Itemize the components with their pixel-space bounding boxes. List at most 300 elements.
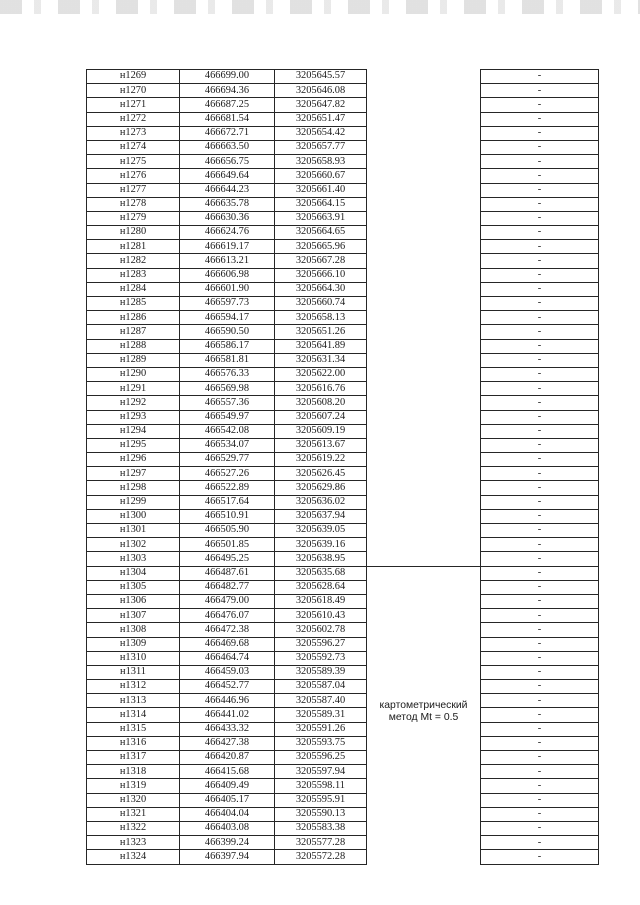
table-row: [87, 112, 599, 126]
point-name-cell: н1312: [87, 680, 180, 694]
y-coordinate-cell: 3205635.68: [275, 566, 367, 580]
point-name-cell: н1298: [87, 481, 180, 495]
method-cell: [367, 623, 481, 637]
x-coordinate-cell: 466527.26: [180, 467, 275, 481]
point-name-cell: н1314: [87, 708, 180, 722]
y-coordinate-cell: 3205664.65: [275, 226, 367, 240]
y-coordinate-cell: 3205583.38: [275, 821, 367, 835]
x-coordinate-cell: 466624.76: [180, 226, 275, 240]
x-coordinate-cell: 466590.50: [180, 325, 275, 339]
y-coordinate-cell: 3205631.34: [275, 353, 367, 367]
x-coordinate-cell: 466409.49: [180, 779, 275, 793]
y-coordinate-cell: 3205602.78: [275, 623, 367, 637]
note-cell: -: [481, 112, 599, 126]
point-name-cell: н1283: [87, 268, 180, 282]
method-cell: [367, 453, 481, 467]
note-cell: -: [481, 353, 599, 367]
x-coordinate-cell: 466472.38: [180, 623, 275, 637]
table-row: [87, 751, 599, 765]
method-cell: [367, 211, 481, 225]
x-coordinate-cell: 466601.90: [180, 282, 275, 296]
note-cell: -: [481, 70, 599, 84]
note-cell: -: [481, 382, 599, 396]
point-name-cell: н1290: [87, 367, 180, 381]
point-name-cell: н1273: [87, 126, 180, 140]
coordinates-table: [86, 69, 599, 865]
table-row: [87, 396, 599, 410]
table-row: [87, 637, 599, 651]
method-cell: [367, 282, 481, 296]
point-name-cell: н1270: [87, 84, 180, 98]
method-cell: [367, 495, 481, 509]
x-coordinate-cell: 466403.08: [180, 821, 275, 835]
note-cell: -: [481, 240, 599, 254]
point-name-cell: н1299: [87, 495, 180, 509]
x-coordinate-cell: 466505.90: [180, 524, 275, 538]
point-name-cell: н1282: [87, 254, 180, 268]
note-cell: -: [481, 311, 599, 325]
note-cell: -: [481, 396, 599, 410]
note-cell: -: [481, 821, 599, 835]
point-name-cell: н1291: [87, 382, 180, 396]
table-row: [87, 807, 599, 821]
method-cell: [367, 699, 481, 724]
x-coordinate-cell: 466694.36: [180, 84, 275, 98]
point-name-cell: н1304: [87, 566, 180, 580]
note-cell: -: [481, 140, 599, 154]
y-coordinate-cell: 3205636.02: [275, 495, 367, 509]
note-cell: -: [481, 524, 599, 538]
table-row: [87, 254, 599, 268]
table-row: [87, 580, 599, 594]
method-cell: [367, 382, 481, 396]
method-cell: [367, 70, 481, 84]
y-coordinate-cell: 3205663.91: [275, 211, 367, 225]
table-row: [87, 410, 599, 424]
y-coordinate-cell: 3205651.47: [275, 112, 367, 126]
note-cell: -: [481, 793, 599, 807]
table-row: [87, 609, 599, 623]
point-name-cell: н1286: [87, 311, 180, 325]
note-cell: -: [481, 708, 599, 722]
table-row: [87, 211, 599, 225]
point-name-cell: н1324: [87, 850, 180, 864]
y-coordinate-cell: 3205658.13: [275, 311, 367, 325]
table-row: [87, 424, 599, 438]
x-coordinate-cell: 466404.04: [180, 807, 275, 821]
table-row: [87, 736, 599, 750]
x-coordinate-cell: 466649.64: [180, 169, 275, 183]
method-cell: [367, 566, 481, 580]
table-row: [87, 339, 599, 353]
x-coordinate-cell: 466663.50: [180, 140, 275, 154]
note-cell: -: [481, 751, 599, 765]
note-cell: -: [481, 410, 599, 424]
point-name-cell: н1305: [87, 580, 180, 594]
y-coordinate-cell: 3205622.00: [275, 367, 367, 381]
y-coordinate-cell: 3205629.86: [275, 481, 367, 495]
table-row: [87, 197, 599, 211]
note-cell: -: [481, 297, 599, 311]
method-cell: [367, 183, 481, 197]
method-note: картометрический метод Mt = 0.5: [379, 699, 468, 724]
y-coordinate-cell: 3205661.40: [275, 183, 367, 197]
x-coordinate-cell: 466619.17: [180, 240, 275, 254]
x-coordinate-cell: 466594.17: [180, 311, 275, 325]
note-cell: -: [481, 254, 599, 268]
method-cell: [367, 594, 481, 608]
point-name-cell: н1321: [87, 807, 180, 821]
y-coordinate-cell: 3205665.96: [275, 240, 367, 254]
method-cell: [367, 751, 481, 765]
note-cell: -: [481, 736, 599, 750]
method-cell: [367, 651, 481, 665]
note-cell: -: [481, 580, 599, 594]
x-coordinate-cell: 466656.75: [180, 155, 275, 169]
method-cell: [367, 580, 481, 594]
note-cell: -: [481, 722, 599, 736]
y-coordinate-cell: 3205628.64: [275, 580, 367, 594]
note-cell: -: [481, 424, 599, 438]
table-row: [87, 367, 599, 381]
method-cell: [367, 410, 481, 424]
y-coordinate-cell: 3205657.77: [275, 140, 367, 154]
x-coordinate-cell: 466529.77: [180, 453, 275, 467]
y-coordinate-cell: 3205608.20: [275, 396, 367, 410]
note-cell: -: [481, 211, 599, 225]
table-row: [87, 169, 599, 183]
table-row: [87, 353, 599, 367]
note-cell: -: [481, 680, 599, 694]
method-cell: [367, 779, 481, 793]
point-name-cell: н1278: [87, 197, 180, 211]
x-coordinate-cell: 466459.03: [180, 665, 275, 679]
note-cell: -: [481, 126, 599, 140]
table-row: [87, 495, 599, 509]
method-cell: [367, 637, 481, 651]
table-row: [87, 438, 599, 452]
y-coordinate-cell: 3205613.67: [275, 438, 367, 452]
y-coordinate-cell: 3205610.43: [275, 609, 367, 623]
table-row: [87, 183, 599, 197]
x-coordinate-cell: 466699.00: [180, 70, 275, 84]
y-coordinate-cell: 3205591.26: [275, 722, 367, 736]
note-cell: -: [481, 226, 599, 240]
y-coordinate-cell: 3205593.75: [275, 736, 367, 750]
point-name-cell: н1285: [87, 297, 180, 311]
point-name-cell: н1276: [87, 169, 180, 183]
point-name-cell: н1292: [87, 396, 180, 410]
point-name-cell: н1306: [87, 594, 180, 608]
x-coordinate-cell: 466576.33: [180, 367, 275, 381]
note-cell: -: [481, 282, 599, 296]
table-row: [87, 538, 599, 552]
table-row: [87, 297, 599, 311]
y-coordinate-cell: 3205618.49: [275, 594, 367, 608]
point-name-cell: н1294: [87, 424, 180, 438]
method-cell: [367, 268, 481, 282]
table-row: [87, 481, 599, 495]
table-row: [87, 70, 599, 84]
note-cell: -: [481, 594, 599, 608]
y-coordinate-cell: 3205637.94: [275, 509, 367, 523]
method-cell: [367, 509, 481, 523]
note-cell: -: [481, 850, 599, 864]
y-coordinate-cell: 3205660.67: [275, 169, 367, 183]
note-cell: -: [481, 495, 599, 509]
method-cell: [367, 481, 481, 495]
point-name-cell: н1289: [87, 353, 180, 367]
point-name-cell: н1320: [87, 793, 180, 807]
x-coordinate-cell: 466399.24: [180, 836, 275, 850]
note-cell: -: [481, 438, 599, 452]
point-name-cell: н1281: [87, 240, 180, 254]
method-cell: [367, 353, 481, 367]
note-cell: -: [481, 367, 599, 381]
y-coordinate-cell: 3205596.27: [275, 637, 367, 651]
y-coordinate-cell: 3205587.04: [275, 680, 367, 694]
y-coordinate-cell: 3205587.40: [275, 694, 367, 708]
method-cell: [367, 84, 481, 98]
x-coordinate-cell: 466644.23: [180, 183, 275, 197]
x-coordinate-cell: 466482.77: [180, 580, 275, 594]
method-cell: [367, 438, 481, 452]
note-cell: -: [481, 566, 599, 580]
note-cell: -: [481, 453, 599, 467]
x-coordinate-cell: 466427.38: [180, 736, 275, 750]
table-row: [87, 623, 599, 637]
method-cell: [367, 169, 481, 183]
table-row: [87, 694, 599, 708]
method-cell: [367, 254, 481, 268]
y-coordinate-cell: 3205597.94: [275, 765, 367, 779]
x-coordinate-cell: 466606.98: [180, 268, 275, 282]
table-row: [87, 509, 599, 523]
y-coordinate-cell: 3205645.57: [275, 70, 367, 84]
table-row: [87, 566, 599, 580]
table-row: [87, 552, 599, 566]
table-row: [87, 651, 599, 665]
note-cell: -: [481, 509, 599, 523]
point-name-cell: н1275: [87, 155, 180, 169]
table-row: [87, 708, 599, 722]
table-row: [87, 453, 599, 467]
method-cell: [367, 155, 481, 169]
point-name-cell: н1313: [87, 694, 180, 708]
note-cell: -: [481, 98, 599, 112]
method-cell: [367, 524, 481, 538]
table-row: [87, 240, 599, 254]
table-row: [87, 98, 599, 112]
point-name-cell: н1315: [87, 722, 180, 736]
note-cell: -: [481, 481, 599, 495]
table-row: [87, 793, 599, 807]
point-name-cell: н1319: [87, 779, 180, 793]
x-coordinate-cell: 466452.77: [180, 680, 275, 694]
x-coordinate-cell: 466487.61: [180, 566, 275, 580]
point-name-cell: н1293: [87, 410, 180, 424]
x-coordinate-cell: 466581.81: [180, 353, 275, 367]
y-coordinate-cell: 3205667.28: [275, 254, 367, 268]
method-cell: [367, 197, 481, 211]
note-cell: -: [481, 197, 599, 211]
method-cell: [367, 467, 481, 481]
method-cell: [367, 538, 481, 552]
point-name-cell: н1302: [87, 538, 180, 552]
point-name-cell: н1300: [87, 509, 180, 523]
method-cell: [367, 240, 481, 254]
note-cell: -: [481, 183, 599, 197]
x-coordinate-cell: 466517.64: [180, 495, 275, 509]
method-cell: [367, 325, 481, 339]
note-cell: -: [481, 84, 599, 98]
point-name-cell: н1307: [87, 609, 180, 623]
point-name-cell: н1284: [87, 282, 180, 296]
note-cell: -: [481, 339, 599, 353]
y-coordinate-cell: 3205596.25: [275, 751, 367, 765]
x-coordinate-cell: 466534.07: [180, 438, 275, 452]
scan-header-artifact: [0, 0, 640, 14]
method-cell: [367, 126, 481, 140]
point-name-cell: н1322: [87, 821, 180, 835]
table-row: [87, 268, 599, 282]
point-name-cell: н1309: [87, 637, 180, 651]
table-row: [87, 850, 599, 864]
y-coordinate-cell: 3205589.31: [275, 708, 367, 722]
point-name-cell: н1310: [87, 651, 180, 665]
point-name-cell: н1295: [87, 438, 180, 452]
y-coordinate-cell: 3205589.39: [275, 665, 367, 679]
point-name-cell: н1301: [87, 524, 180, 538]
method-cell: [367, 836, 481, 850]
point-name-cell: н1318: [87, 765, 180, 779]
y-coordinate-cell: 3205660.74: [275, 297, 367, 311]
table-row: [87, 836, 599, 850]
x-coordinate-cell: 466420.87: [180, 751, 275, 765]
method-cell: [367, 396, 481, 410]
method-cell: [367, 665, 481, 679]
note-cell: -: [481, 609, 599, 623]
method-cell: [367, 367, 481, 381]
note-cell: -: [481, 538, 599, 552]
x-coordinate-cell: 466433.32: [180, 722, 275, 736]
method-cell: [367, 112, 481, 126]
x-coordinate-cell: 466549.97: [180, 410, 275, 424]
y-coordinate-cell: 3205654.42: [275, 126, 367, 140]
method-cell: [367, 850, 481, 864]
x-coordinate-cell: 466635.78: [180, 197, 275, 211]
y-coordinate-cell: 3205647.82: [275, 98, 367, 112]
x-coordinate-cell: 466542.08: [180, 424, 275, 438]
y-coordinate-cell: 3205641.89: [275, 339, 367, 353]
x-coordinate-cell: 466446.96: [180, 694, 275, 708]
point-name-cell: н1323: [87, 836, 180, 850]
method-cell: [367, 609, 481, 623]
table-row: [87, 821, 599, 835]
x-coordinate-cell: 466557.36: [180, 396, 275, 410]
method-cell: [367, 226, 481, 240]
note-cell: -: [481, 694, 599, 708]
method-cell: [367, 339, 481, 353]
method-cell: [367, 765, 481, 779]
table-row: [87, 382, 599, 396]
note-cell: -: [481, 637, 599, 651]
table-row: [87, 226, 599, 240]
y-coordinate-cell: 3205639.05: [275, 524, 367, 538]
point-name-cell: н1311: [87, 665, 180, 679]
method-cell: [367, 297, 481, 311]
point-name-cell: н1316: [87, 736, 180, 750]
method-cell: [367, 807, 481, 821]
table-row: [87, 524, 599, 538]
table-row: [87, 779, 599, 793]
note-cell: -: [481, 836, 599, 850]
point-name-cell: н1296: [87, 453, 180, 467]
method-cell: [367, 552, 481, 566]
x-coordinate-cell: 466405.17: [180, 793, 275, 807]
point-name-cell: н1280: [87, 226, 180, 240]
y-coordinate-cell: 3205658.93: [275, 155, 367, 169]
note-cell: -: [481, 623, 599, 637]
note-cell: -: [481, 155, 599, 169]
y-coordinate-cell: 3205664.15: [275, 197, 367, 211]
x-coordinate-cell: 466522.89: [180, 481, 275, 495]
table-row: [87, 467, 599, 481]
y-coordinate-cell: 3205651.26: [275, 325, 367, 339]
y-coordinate-cell: 3205664.30: [275, 282, 367, 296]
method-cell: [367, 98, 481, 112]
x-coordinate-cell: 466441.02: [180, 708, 275, 722]
table-row: [87, 126, 599, 140]
x-coordinate-cell: 466476.07: [180, 609, 275, 623]
table-row: [87, 665, 599, 679]
note-cell: -: [481, 268, 599, 282]
note-cell: -: [481, 552, 599, 566]
point-name-cell: н1279: [87, 211, 180, 225]
table-row: [87, 722, 599, 736]
point-name-cell: н1308: [87, 623, 180, 637]
x-coordinate-cell: 466501.85: [180, 538, 275, 552]
x-coordinate-cell: 466415.68: [180, 765, 275, 779]
x-coordinate-cell: 466510.91: [180, 509, 275, 523]
point-name-cell: н1303: [87, 552, 180, 566]
method-cell: [367, 821, 481, 835]
x-coordinate-cell: 466569.98: [180, 382, 275, 396]
note-cell: -: [481, 325, 599, 339]
point-name-cell: н1288: [87, 339, 180, 353]
y-coordinate-cell: 3205607.24: [275, 410, 367, 424]
x-coordinate-cell: 466495.25: [180, 552, 275, 566]
y-coordinate-cell: 3205626.45: [275, 467, 367, 481]
coordinates-table-body: [87, 70, 599, 865]
y-coordinate-cell: 3205577.28: [275, 836, 367, 850]
table-row: [87, 311, 599, 325]
note-cell: -: [481, 651, 599, 665]
y-coordinate-cell: 3205609.19: [275, 424, 367, 438]
note-cell: -: [481, 467, 599, 481]
x-coordinate-cell: 466613.21: [180, 254, 275, 268]
point-name-cell: н1272: [87, 112, 180, 126]
table-row: [87, 680, 599, 694]
y-coordinate-cell: 3205638.95: [275, 552, 367, 566]
y-coordinate-cell: 3205592.73: [275, 651, 367, 665]
method-cell: [367, 311, 481, 325]
point-name-cell: н1287: [87, 325, 180, 339]
table-row: [87, 84, 599, 98]
point-name-cell: н1274: [87, 140, 180, 154]
method-cell: [367, 793, 481, 807]
method-cell: [367, 680, 481, 694]
